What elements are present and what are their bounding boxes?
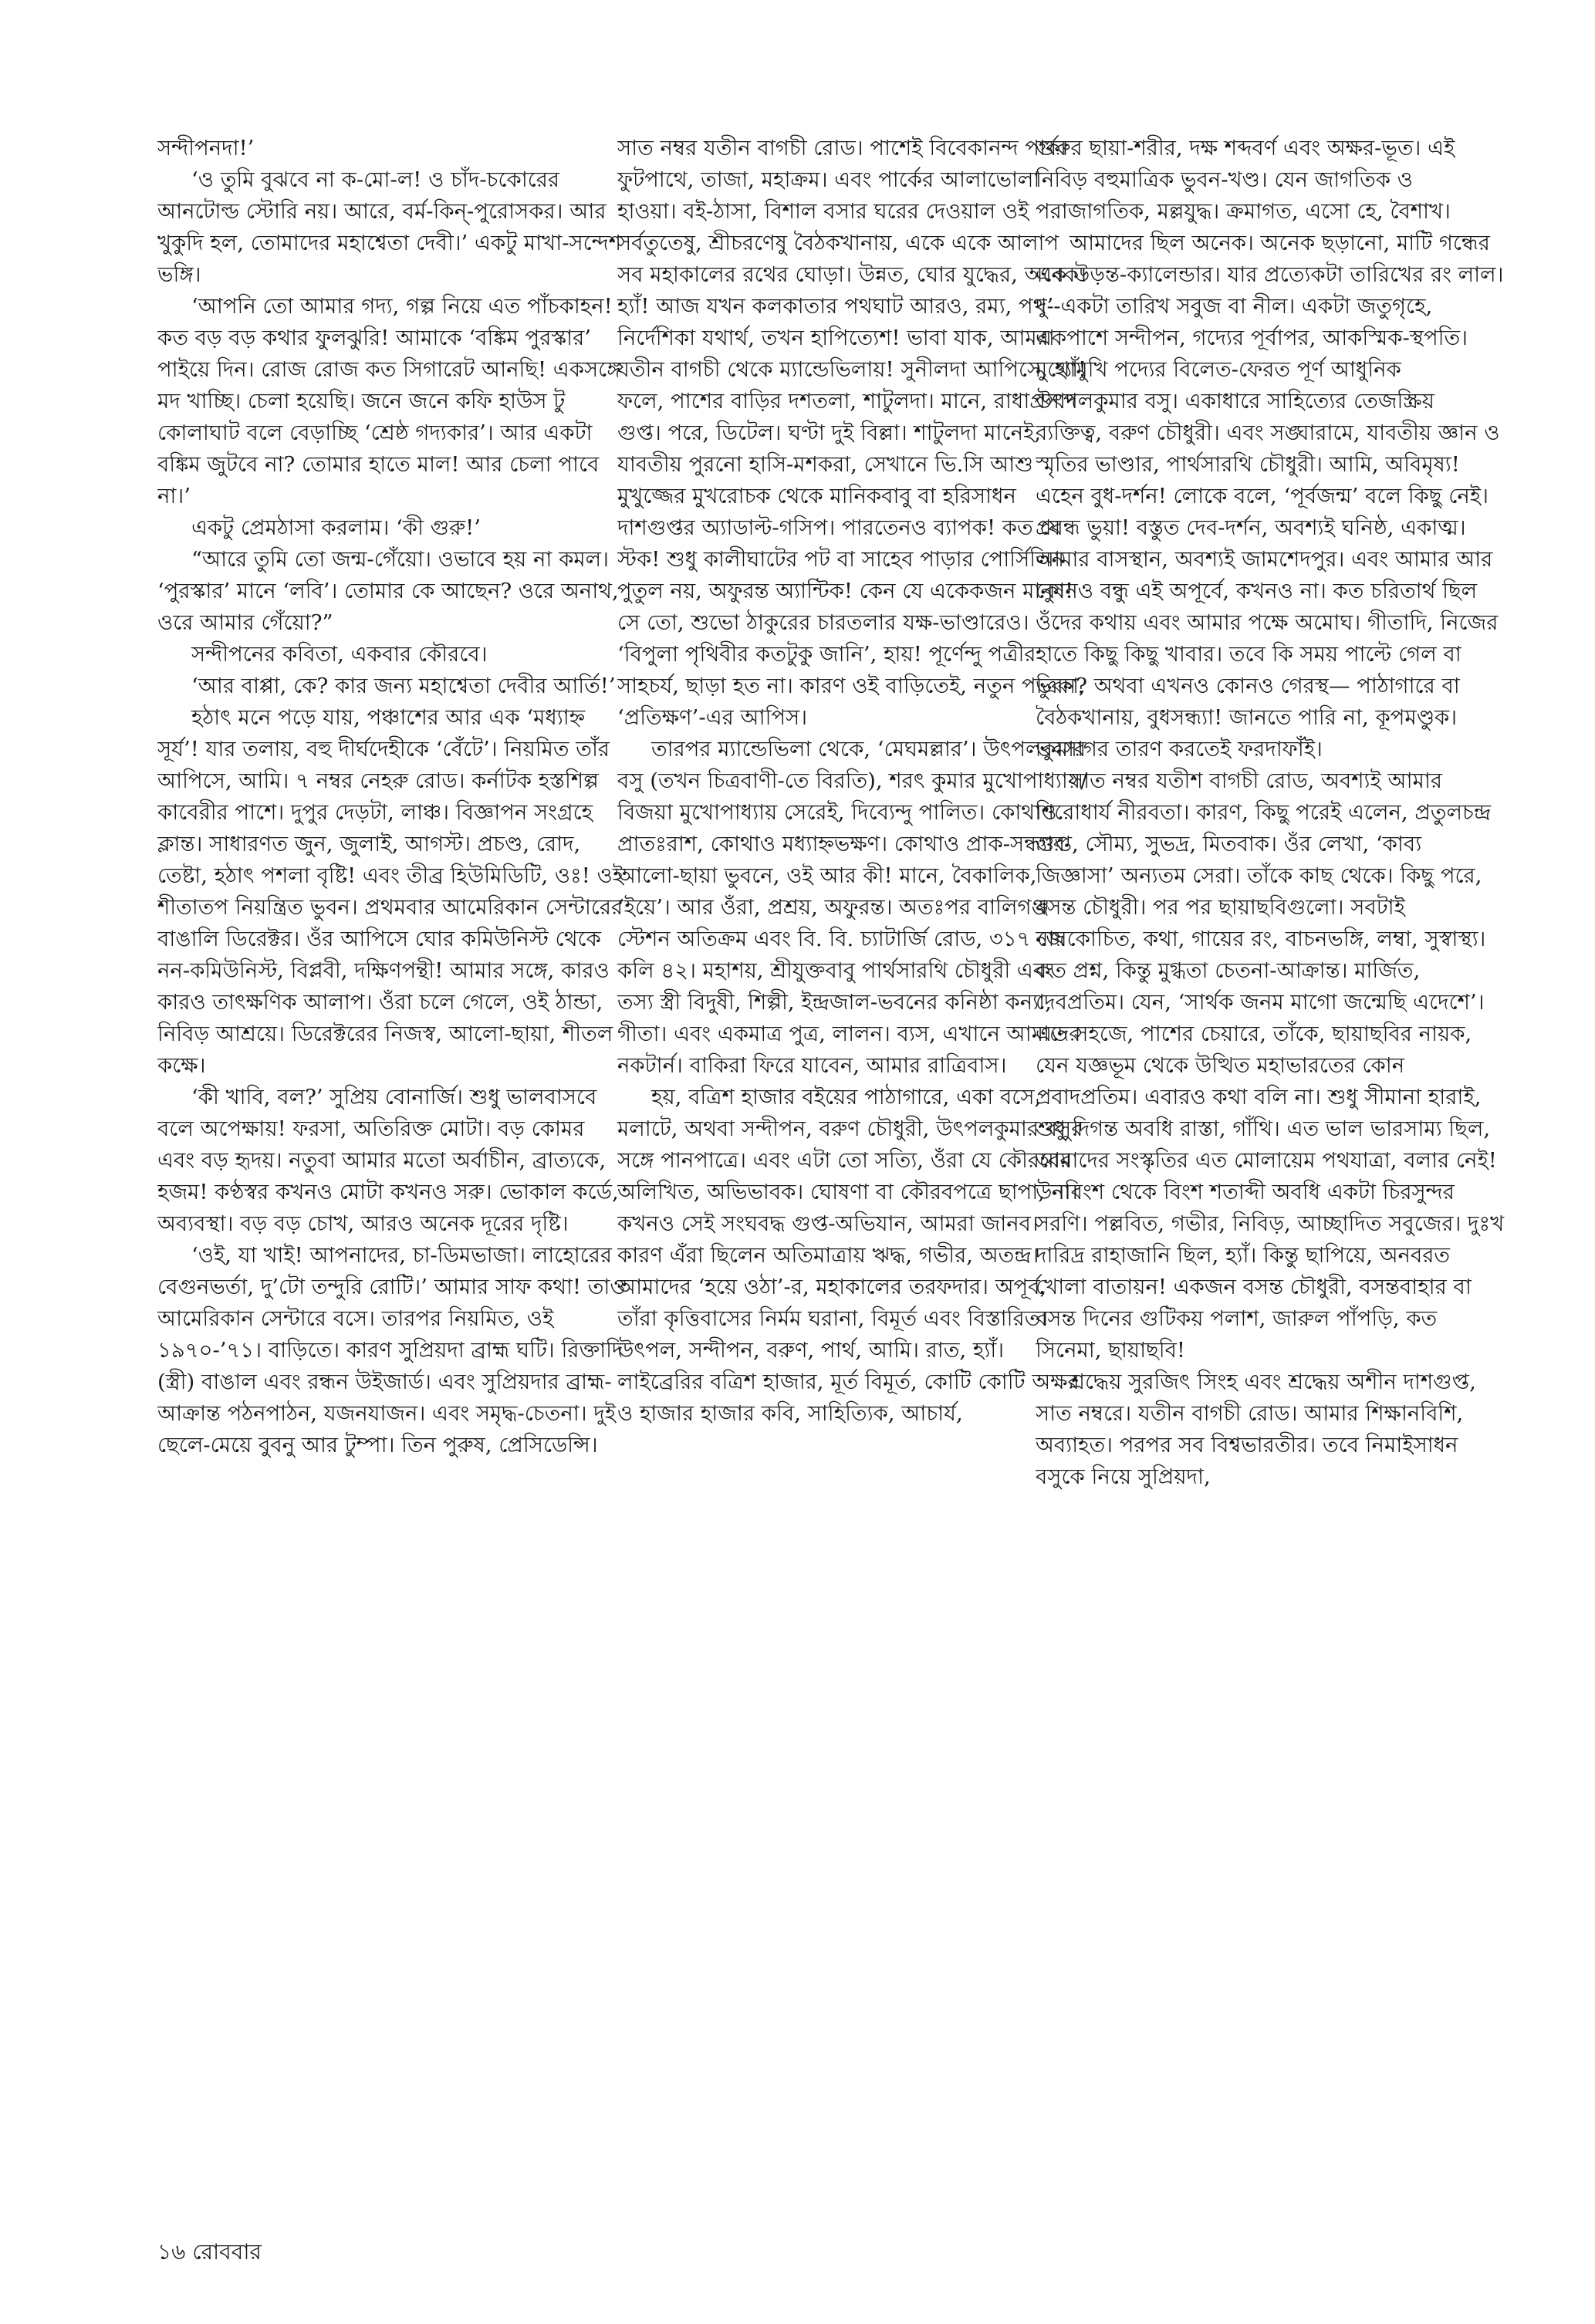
column-1-paragraph: একটু প্রেমঠাসা করলাম। ‘কী গুরু!’	[191, 515, 481, 540]
column-3-paragraph: আমাদের ছিল অনেক। অনেক ছড়ানো, মাটি গন্ধের এক উড়ন্ত-ক্যালেন্ডার। যার প্রত্যেকটা তারিখের রং লাল। দু’-একটা তারিখ সবুজ বা নীল। একটা জতুগৃহে, একপাশে সন্দীপন, গদ্যের পূর্বাপর, আকস্মিক-স্থপতি। মুখোমুখি পদ্যের বিলেত-ফেরত পূর্ণ আধুনিক উৎপলকুমার বসু। একাধারে সাহিত্যের তেজস্ক্রিয় ব্যক্তিত্ব, বরুণ চৌধুরী। এবং সঙ্ঘারামে, যাবতীয় জ্ঞান ও স্মৃতির ভাণ্ডার, পার্থসারথি চৌধুরী। আমি, অবিমৃষ্য! এহেন বুধ-দর্শন! লোকে বলে, ‘পূর্বজন্ম’ বলে কিছু নেই। প্রবন্ধ ভুয়া! বস্তুত দেব-দর্শন, অবশ্যই ঘনিষ্ঠ, একাত্ম। আমার বাসস্থান, অবশ্যই জামশেদপুর। এবং আমার আর কোনও বন্ধু এই অপূর্বে, কখনও না। কত চরিতার্থ ছিল ওঁদের কথায় এবং আমার পক্ষে অমোঘ। গীতাদি, নিজের হাতে কিছু কিছু খাবার। তবে কি সময় পাল্টে গেল বা ভুবন? অথবা এখনও কোনও গেরস্থ— পাঠাগারে বা বৈঠকখানায়, বুধসন্ধ্যা! জানতে পারি না, কূপমণ্ডুক। ভবসাগর তারণ করতেই ফরদাফাঁই।	[1036, 231, 1504, 762]
page-folio: ১৬ রোববার	[157, 2239, 262, 2265]
column-1-paragraph: ‘আর বাপ্পা, কে? কার জন্য মহাশ্বেতা দেবীর আর্তি!’	[191, 674, 616, 698]
column-3	[1036, 133, 1506, 2216]
column-1-paragraph: ‘ও তুমি বুঝবে না ক-মো-ল! ও চাঁদ-চকোরের আনটোল্ড স্টোরি নয়। আরে, বর্ম-কিন্-পুরোসকর। আর খুকুদি হল, তোমাদের মহাশ্বেতা দেবী।’ একটু মাখা-সন্দেশ ভঙ্গি।	[157, 167, 622, 287]
column-2	[617, 133, 1088, 2216]
column-3-paragraph: শ্রদ্ধেয় সুরজিৎ সিংহ এবং শ্রদ্ধেয় অশীন দাশগুপ্ত, সাত নম্বরে। যতীন বাগচী রোড। আমার শিক্ষানবিশি, অব্যাহত। পরপর সব বিশ্বভারতীর। তবে নিমাইসাধন বসুকে নিয়ে সুপ্রিয়দা,	[1036, 1370, 1476, 1489]
column-3-paragraph: সাত নম্বর যতীশ বাগচী রোড, অবশ্যই আমার শিরোধার্য নীরবতা। কারণ, কিছু পরেই এলেন, প্রতুলচন্দ্র গুপ্ত, সৌম্য, সুভদ্র, মিতবাক। ওঁর লেখা, ‘কাব্য জিজ্ঞাসা’ অন্যতম সেরা। তাঁকে কাছ থেকে। কিছু পরে, বসন্ত চৌধুরী। পর পর ছায়াছবিগুলো। সবটাই নায়কোচিত, কথা, গায়ের রং, বাচনভঙ্গি, লম্বা, সুস্বাস্থ্য। কত প্রশ্ন, কিন্তু মুগ্ধতা চেতনা-আক্রান্ত। মার্জিত, দেবপ্রতিম। যেন, ‘সার্থক জনম মাগো জন্মেছি এদেশে’। এত সহজে, পাশের চেয়ারে, তাঁকে, ছায়াছবির নায়ক, যেন যজ্ঞভূম থেকে উত্থিত মহাভারতের কোন প্রবাদপ্রতিম। এবারও কথা বলি না। শুধু সীমানা হারাই, শুধু দিগন্ত অবধি রাস্তা, গাঁথি। এত ভাল ভারসাম্য ছিল, আমাদের সংস্কৃতির এত মোলায়েম পথযাত্রা, বলার নেই! উনবিংশ থেকে বিংশ শতাব্দী অবধি একটা চিরসুন্দর সরণি। পল্লবিত, গভীর, নিবিড়, আচ্ছাদিত সবুজের। দুঃখ দারিদ্র রাহাজানি ছিল, হ্যাঁ। কিন্তু ছাপিয়ে, অনবরত খোলা বাতায়ন! একজন বসন্ত চৌধুরী, বসন্তবাহার বা বসন্ত দিনের গুটিকয় পলাশ, জারুল পাঁপড়ি, কত সিনেমা, ছায়াছবি!	[1036, 768, 1505, 1363]
column-3-paragraph: গুরুর ছায়া-শরীর, দক্ষ শব্দবর্ণ এবং অক্ষর-ভূত। এই নিবিড় বহুমাত্রিক ভুবন-খণ্ড। যেন জাগতিক ও পরাজাগতিক, মল্লযুদ্ধ। ক্রমাগত, এসো হে, বৈশাখ।	[1036, 136, 1455, 224]
column-1	[157, 133, 628, 2216]
column-1-paragraph: ‘আপনি তো আমার গদ্য, গল্প নিয়ে এত পাঁচকাহন! কত বড় বড় কথার ফুলঝুরি! আমাকে ‘বঙ্কিম পুরস্কার’ পাইয়ে দিন। রোজ রোজ কত সিগারেট আনছি! একসঙ্গে মদ খাচ্ছি। চেলা হয়েছি। জনে জনে কফি হাউস টু কোলাঘাট বলে বেড়াচ্ছি ‘শ্রেষ্ঠ গদ্যকার’। আর একটা বঙ্কিম জুটবে না? তোমার হাতে মাল! আর চেলা পাবে না।’	[157, 294, 621, 508]
column-1-paragraph: সন্দীপনদা!’	[157, 136, 255, 160]
column-1-paragraph: ‘কী খাবি, বল?’ সুপ্রিয় বোনার্জি। শুধু ভালবাসবে বলে অপেক্ষায়! ফরসা, অতিরিক্ত মোটা। বড় কোমর এবং বড় হৃদয়। নতুবা আমার মতো অর্বাচীন, ব্রাত্যকে, হজম! কণ্ঠস্বর কখনও মোটা কখনও সরু। ভোকাল কর্ডে, অব্যবস্থা। বড় বড় চোখ, আরও অনেক দূরের দৃষ্টি।	[157, 1085, 619, 1236]
column-2-paragraph: তারপর ম্যান্ডেভিলা থেকে, ‘মেঘমল্লার’। উৎপলকুমার বসু (তখন চিত্রবাণী-তে বিরতি), শরৎ কুমার মুখোপাধ্যায়/ বিজয়া মুখোপাধ্যায় সেরেই, দিব্যেন্দু পালিত। কোথাও প্রাতঃরাশ, কোথাও মধ্যাহ্নভক্ষণ। কোথাও প্রাক-সন্ধ্যার আলো-ছায়া ভুবনে, ওই আর কী! মানে, বৈকালিক, ‘ইয়ে’। আর ওঁরা, প্রশ্রয়, অফুরন্ত। অতঃপর বালিগঞ্জ স্টেশন অতিক্রম এবং বি. বি. চ্যাটার্জি রোড, ৩১৭ জে কলি ৪২। মহাশয়, শ্রীযুক্তবাবু পার্থসারথি চৌধুরী এবং তস্য স্ত্রী বিদুষী, শিল্পী, ইন্দ্রজাল-ভবনের কনিষ্ঠা কন্যা, গীতা। এবং একমাত্র পুত্র, লালন। ব্যস, এখানে আমাদের নকটার্ন। বাকিরা ফিরে যাবেন, আমার রাত্রিবাস।	[617, 737, 1088, 1078]
column-2-paragraph: হয়, বত্রিশ হাজার বইয়ের পাঠাগারে, একা বসে, মলাটে, অথবা সন্দীপন, বরুণ চৌধুরী, উৎপলকুমার বসুর সঙ্গে পানপাত্রে। এবং এটা তো সত্যি, ওঁরা যে কৌরবের অলিখিত, অভিভাবক। ঘোষণা বা কৌরবপত্রে ছাপা, না। কখনও সেই সংঘবদ্ধ গুপ্ত-অভিযান, আমরা জানব। কারণ এঁরা ছিলেন অতিমাত্রায় ঋদ্ধ, গভীর, অতন্দ্র। আমাদের ‘হয়ে ওঠা’-র, মহাকালের তরফদার। অপূর্ব, তাঁরা কৃত্তিবাসের নির্মম ঘরানা, বিমূর্ত এবং বিস্তারিত। উৎপল, সন্দীপন, বরুণ, পার্থ, আমি। রাত, হ্যাঁ। লাইব্রেরির বত্রিশ হাজার, মূর্ত বিমূর্ত, কোটি কোটি অক্ষর ও হাজার হাজার কবি, সাহিত্যিক, আচার্য,	[617, 1085, 1083, 1426]
column-1-paragraph: ‘ওই, যা খাই! আপনাদের, চা-ডিমভাজা। লাহোরের বেগুনভর্তা, দু’টো তন্দুরি রোটি।’ আমার সাফ কথা! তাও আমেরিকান সেন্টারে বসে। তারপর নিয়মিত, ওই ১৯৭০-’৭১। বাড়িতে। কারণ সুপ্রিয়দা ব্রাহ্ম ঘটি। রিক্তাদি (স্ত্রী) বাঙাল এবং রন্ধন উইজার্ড। এবং সুপ্রিয়দার ব্রাহ্ম-আক্রান্ত পঠনপাঠন, যজনযাজন। এবং সমৃদ্ধ-চেতনা। দুই ছেলে-মেয়ে বুবনু আর টুম্পা। তিন পুরুষ, প্রেসিডেন্সি।	[157, 1243, 626, 1458]
column-1-paragraph: “আরে তুমি তো জন্ম-গেঁয়ো। ওভাবে হয় না কমল। ‘পুরস্কার’ মানে ‘লবি’। তোমার কে আছেন? ওরে অনাথ, ওরে আমার গেঁয়ো?”	[157, 547, 619, 635]
column-2-paragraph: সাত নম্বর যতীন বাগচী রোড। পাশেই বিবেকানন্দ পার্ক। ফুটপাথে, তাজা, মহাক্রম। এবং পার্কের আলাভোলা হাওয়া। বই-ঠাসা, বিশাল বসার ঘরের দেওয়াল ওই সর্বতুতেষু, শ্রীচরণেষু বৈঠকখানায়, একে একে আলাপ সব মহাকালের রথের ঘোড়া। উন্নত, ঘোর যুদ্ধের, অনেক। হ্যাঁ! আজ যখন কলকাতার পথঘাট আরও, রম্য, পথ-নির্দেশিকা যথার্থ, তখন হাপিত্যেশ! ভাবা যাক, আমরা যতীন বাগচী থেকে ম্যান্ডেভিলায়! সুনীলদা আপিসে, হ্যাঁ! ফলে, পাশের বাড়ির দশতলা, শাটুলদা। মানে, রাধাপ্রসাদ গুপ্ত। পরে, ডিটেল। ঘণ্টা দুই বিল্লা। শাটুলদা মানেই, যাবতীয় পুরনো হাসি-মশকরা, সেখানে ভি.সি আশু মুখুজ্জের মুখরোচক থেকে মানিকবাবু বা হরিসাধন দাশগুপ্তর অ্যাডাল্ট-গসিপ। পারতেনও ব্যাপক! কত যে স্টক! শুধু কালীঘাটের পট বা সাহেব পাড়ার পোর্সিলিন পুতুল নয়, অফুরন্ত অ্যান্টিক! কেন যে একেকজন মানুষ! সে তো, শুভো ঠাকুরের চারতলার যক্ষ-ভাণ্ডারেও। ‘বিপুলা পৃথিবীর কতটুকু জানি’, হায়! পূর্ণেন্দু পত্রীর সাহচর্য, ছাড়া হত না। কারণ ওই বাড়িতেই, নতুন পত্রিকা, ‘প্রতিক্ষণ’-এর আপিস।	[617, 136, 1087, 730]
column-1-paragraph: হঠাৎ মনে পড়ে যায়, পঞ্চাশের আর এক ‘মধ্যাহ্ন সূর্য’! যার তলায়, বহু দীর্ঘদেহীকে ‘বেঁটে’। নিয়মিত তাঁর আপিসে, আমি। ৭ নম্বর নেহরু রোড। কর্নাটক হস্তশিল্প কাবেরীর পাশে। দুপুর দেড়টা, লাঞ্চ। বিজ্ঞাপন সংগ্রহে ক্লান্ত। সাধারণত জুন, জুলাই, আগস্ট। প্রচণ্ড, রোদ, তেষ্টা, হঠাৎ পশলা বৃষ্টি! এবং তীব্র হিউমিডিটি, ওঃ! ওই শীতাতপ নিয়ন্ত্রিত ভুবন। প্রথমবার আমেরিকান সেন্টারের বাঙালি ডিরেক্টর। ওঁর আপিসে ঘোর কমিউনিস্ট থেকে নন-কমিউনিস্ট, বিপ্লবী, দক্ষিণপন্থী! আমার সঙ্গে, কারও কারও তাৎক্ষণিক আলাপ। ওঁরা চলে গেলে, ওই ঠান্ডা, নিবিড় আশ্রয়ে। ডিরেক্টরের নিজস্ব, আলো-ছায়া, শীতল কক্ষে।	[157, 705, 624, 1078]
column-1-paragraph: সন্দীপনের কবিতা, একবার কৌরবে।	[191, 642, 488, 667]
